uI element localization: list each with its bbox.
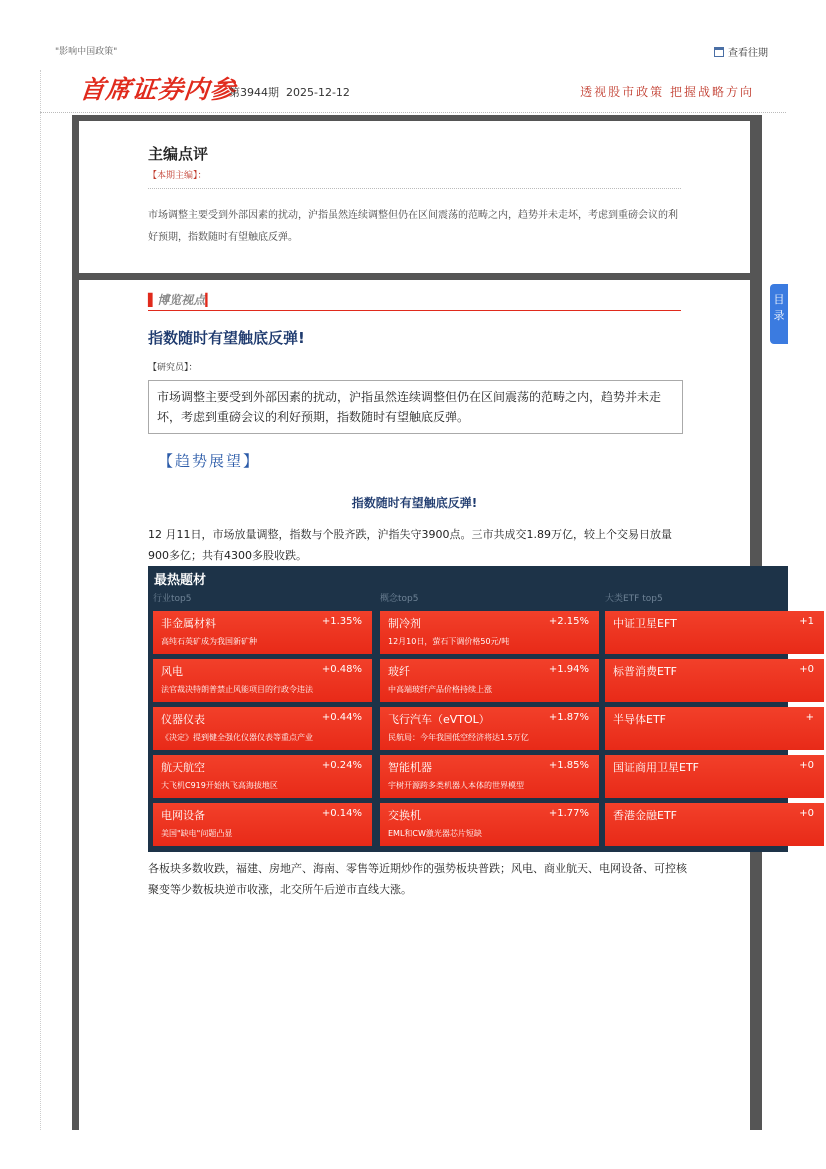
article-headline: 指数随时有望触底反弹! <box>148 329 305 347</box>
hot-topic-change: +0 <box>799 664 814 675</box>
editor-divider <box>148 188 681 189</box>
hot-topic-name: 仪器仪表 <box>161 713 205 726</box>
hot-topic-card[interactable] <box>153 707 372 750</box>
hot-topic-card[interactable] <box>153 611 372 654</box>
logo: 首席证券内参 <box>78 75 238 104</box>
hot-topic-change: +1.87% <box>548 712 589 723</box>
column-divider <box>148 310 681 311</box>
history-link-label: 查看往期 <box>728 48 768 59</box>
hot-topic-change: +1.77% <box>548 808 589 819</box>
hot-topic-note: 《决定》提到健全强化仪器仪表等重点产业 <box>161 733 313 742</box>
hot-topic-card[interactable] <box>153 803 372 846</box>
hot-topic-note: 中高端玻纤产品价格持续上涨 <box>388 685 492 694</box>
hot-topic-name: 电网设备 <box>161 809 205 822</box>
tag-mark-icon: ▌ <box>148 293 158 307</box>
hot-topic-name: 交换机 <box>388 809 421 822</box>
hot-topic-change: +1.35% <box>321 616 362 627</box>
hot-topic-card[interactable] <box>153 659 372 702</box>
sub-headline: 指数随时有望触底反弹! <box>351 496 478 510</box>
hot-topic-name: 飞行汽车（eVTOL） <box>388 713 490 726</box>
hot-topic-note: 大飞机C919开始执飞高海拔地区 <box>161 781 278 790</box>
toc-tab-line1: 目 <box>773 293 785 306</box>
toc-tab-line2: 录 <box>773 309 785 322</box>
editor-section-title: 主编点评 <box>148 145 209 163</box>
hot-topic-card[interactable] <box>605 611 824 654</box>
hot-topic-change: +2.15% <box>548 616 589 627</box>
hot-topic-note: 法官裁决特朗普禁止风能项目的行政令违法 <box>161 685 313 694</box>
issue-number: 第3944期 <box>229 86 279 99</box>
hot-topic-card[interactable] <box>605 659 824 702</box>
column-tag <box>148 291 214 308</box>
hot-topic-name: 风电 <box>161 665 183 678</box>
left-guide <box>40 70 41 1130</box>
hot-topic-change: + <box>805 712 814 723</box>
summary-box: 市场调整主要受到外部因素的扰动，沪指虽然连续调整但仍在区间震荡的范畴之内，趋势并未走坏，考虑到重磅会议的利好预期，指数随时有望触底反弹。 <box>148 380 683 434</box>
hot-topic-card[interactable] <box>605 755 824 798</box>
hot-topic-change: +1.94% <box>548 664 589 675</box>
paragraph-1: 12 月11日，市场放量调整，指数与个股齐跌，沪指失守3900点。三市共成交1.89万亿，较上个交易日放量900多亿；共有4300多股收跌。 <box>148 528 672 562</box>
editor-label: 【本期主编】： <box>148 171 207 181</box>
hot-topic-name: 中证卫星EFT <box>613 617 677 630</box>
hot-topic-card[interactable] <box>380 755 599 798</box>
issue-info <box>229 84 350 100</box>
hot-topic-card[interactable] <box>153 755 372 798</box>
hot-topic-name: 制冷剂 <box>388 617 421 630</box>
hot-topic-note: 美国"缺电"问题凸显 <box>161 829 233 838</box>
hot-topic-card[interactable] <box>605 803 824 846</box>
hot-topic-note: 高纯石英矿成为我国新矿种 <box>161 637 257 646</box>
toc-tab[interactable] <box>770 284 788 344</box>
hot-topic-card[interactable] <box>380 659 599 702</box>
hot-topic-name: 半导体ETF <box>613 713 666 726</box>
hot-topic-change: +1 <box>799 616 814 627</box>
hot-topic-note: 12月10日，萤石下调价格50元/吨 <box>388 637 510 646</box>
history-link[interactable] <box>714 44 768 59</box>
hot-topic-change: +1.85% <box>548 760 589 771</box>
editor-comment: 市场调整主要受到外部因素的扰动，沪指虽然连续调整但仍在区间震荡的范畴之内，趋势并未走坏，考虑到重磅会议的利好预期，指数随时有望触底反弹。 <box>148 210 678 243</box>
hot-topic-note: 宇树开源跨多类机器人本体的世界模型 <box>388 781 524 790</box>
hot-topic-name: 非金属材料 <box>161 617 216 630</box>
column-tag-label: 博览视点 <box>157 293 206 307</box>
hot-topic-change: +0.48% <box>321 664 362 675</box>
hot-topics-title: 最热题材 <box>154 573 207 588</box>
hot-topic-name: 标普消费ETF <box>613 665 677 678</box>
hot-topic-name: 香港金融ETF <box>613 809 677 822</box>
hot-topic-change: +0.14% <box>321 808 362 819</box>
hot-topic-name: 智能机器 <box>388 761 432 774</box>
hot-topic-change: +0.24% <box>321 760 362 771</box>
hot-topic-note: EML和CW激光器芯片短缺 <box>388 829 482 838</box>
tag-end-icon: ▎ <box>205 293 215 307</box>
hot-topic-card[interactable] <box>380 803 599 846</box>
hot-topic-card[interactable] <box>380 707 599 750</box>
hot-topic-name: 国证商用卫星ETF <box>613 761 699 774</box>
hot-topic-card[interactable] <box>605 707 824 750</box>
hot-topic-change: +0 <box>799 808 814 819</box>
researcher-label: 【研究员】： <box>148 363 198 373</box>
hot-topic-name: 玻纤 <box>388 665 410 678</box>
hot-column-label: 概念top5 <box>380 594 419 604</box>
issue-date: 2025-12-12 <box>286 86 350 99</box>
hot-topic-change: +0.44% <box>321 712 362 723</box>
slogan: 透视股市政策 把握战略方向 <box>580 85 754 99</box>
hot-topic-card[interactable] <box>380 611 599 654</box>
trend-heading: 【趋势展望】 <box>158 452 261 470</box>
header-divider <box>40 112 786 113</box>
hot-column-label: 行业top5 <box>153 594 192 604</box>
hot-topic-name: 航天航空 <box>161 761 205 774</box>
header-tagline: "影响中国政策" <box>55 47 118 57</box>
hot-topics-board <box>148 566 814 852</box>
hot-column-label: 大类ETF top5 <box>605 594 663 604</box>
paragraph-2: 各板块多数收跌，福建、房地产、海南、零售等近期炒作的强势板块普跌；风电、商业航天、电网设备、可控核聚变等少数板块逆市收涨，北交所午后逆市直线大涨。 <box>148 862 687 896</box>
calendar-icon <box>714 47 724 57</box>
hot-topic-change: +0 <box>799 760 814 771</box>
hot-topic-note: 民航局：今年我国低空经济将达1.5万亿 <box>388 733 529 742</box>
